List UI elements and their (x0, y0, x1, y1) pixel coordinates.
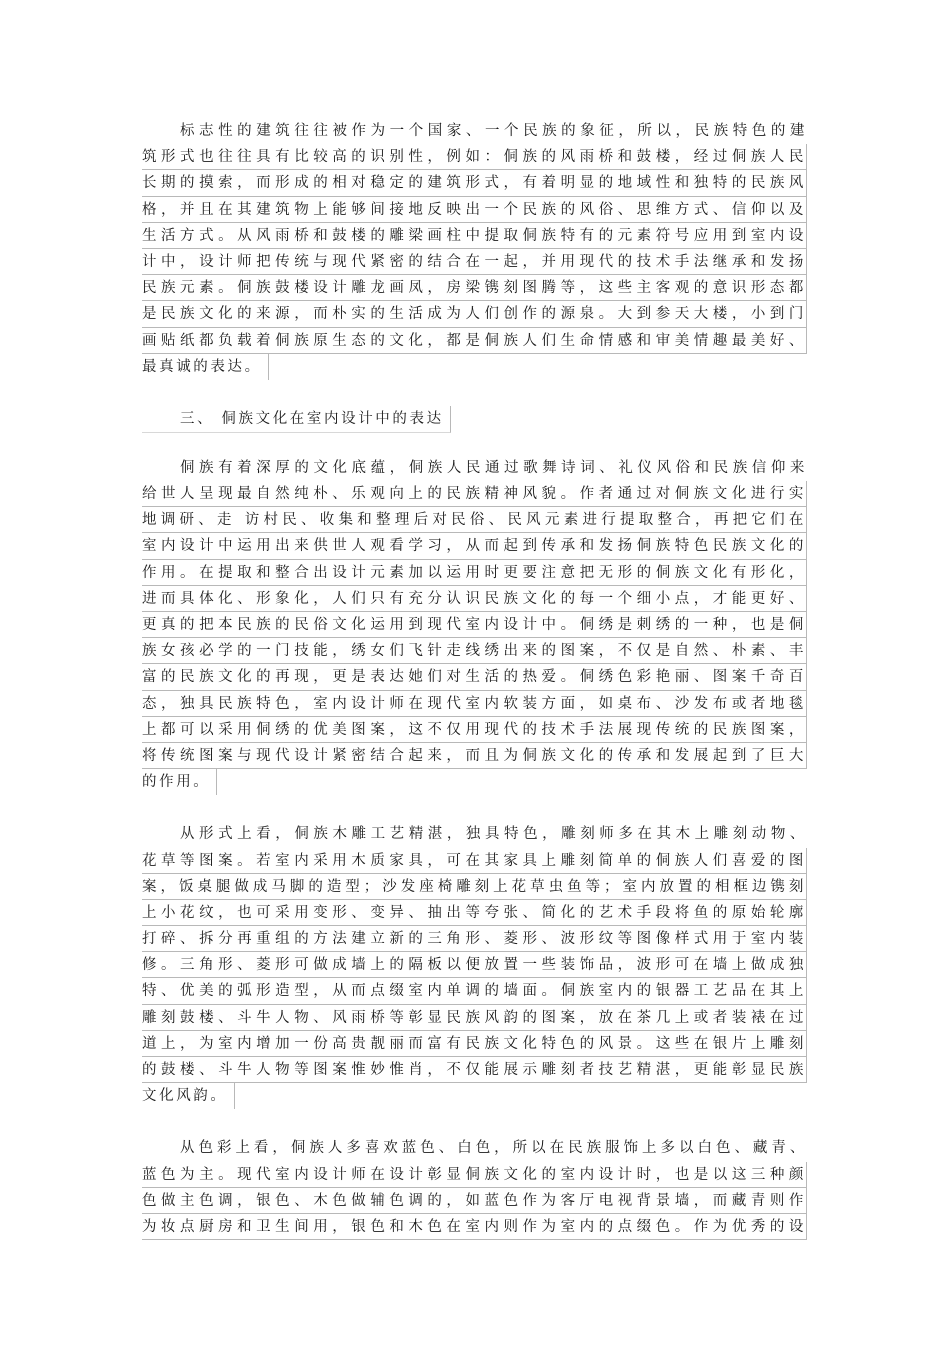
text-line: 筑形式也往往具有比较高的识别性，例如：侗族的风雨桥和鼓楼，经过侗族人民 (142, 144, 807, 170)
text-line: 从色彩上看，侗族人多喜欢蓝色、白色，所以在民族服饰上多以白色、藏青、 (180, 1140, 807, 1157)
text-line: 画贴纸都负载着侗族原生态的文化，都是侗族人们生命情感和审美情趣最美好、 (142, 328, 807, 354)
section-heading: 三、 侗族文化在室内设计中的表达 (142, 406, 451, 433)
text-line: 文化风韵。 (142, 1083, 235, 1109)
text-line: 进而具体化、形象化，人们只有充分认识民族文化的每一个细小点，才能更好、 (142, 586, 807, 612)
document-page (142, 118, 807, 1240)
text-line: 上小花纹，也可采用变形、变异、抽出等夸张、简化的艺术手段将鱼的原始轮廓 (142, 900, 807, 926)
text-line: 格，并且在其建筑物上能够间接地反映出一个民族的风俗、思维方式、信仰以及 (142, 197, 807, 223)
text-line: 雕刻鼓楼、斗牛人物、风雨桥等彰显民族风韵的图案，放在茶几上或者装裱在过 (142, 1005, 807, 1031)
text-line: 室内设计中运用出来供世人观看学习，从而起到传承和发扬侗族特色民族文化的 (142, 533, 807, 559)
text-line: 计中，设计师把传统与现代紧密的结合在一起，并用现代的技术手法继承和发扬 (142, 249, 807, 275)
text-line: 特、优美的弧形造型，从而点缀室内单调的墙面。侗族室内的银器工艺品在其上 (142, 978, 807, 1004)
text-line: 作用。在提取和整合出设计元素加以运用时更要注意把无形的侗族文化有形化， (142, 560, 807, 586)
paragraph-1 (142, 118, 807, 384)
section-heading-block (142, 406, 807, 433)
text-line: 的鼓楼、斗牛人物等图案惟妙惟肖，不仅能展示雕刻者技艺精湛，更能彰显民族 (142, 1057, 807, 1083)
text-line: 花草等图案。若室内采用木质家具，可在其家具上雕刻简单的侗族人们喜爱的图 (142, 848, 807, 874)
text-line: 蓝色为主。现代室内设计师在设计彰显侗族文化的室内设计时，也是以这三种颜 (142, 1162, 807, 1188)
text-line: 态，独具民族特色，室内设计师在现代室内软装方面，如桌布、沙发布或者地毯 (142, 691, 807, 717)
text-line: 富的民族文化的再现，更是表达她们对生活的热爱。侗绣色彩艳丽、图案千奇百 (142, 664, 807, 690)
paragraph-2 (142, 455, 807, 799)
text-line: 民族元素。侗族鼓楼设计雕龙画凤，房梁镌刻图腾等，这些主客观的意识形态都 (142, 275, 807, 301)
text-line: 色做主色调，银色、木色做辅色调的，如蓝色作为客厅电视背景墙，而藏青则作 (142, 1188, 807, 1214)
paragraph-4 (142, 1135, 807, 1240)
text-line: 侗族有着深厚的文化底蕴，侗族人民通过歌舞诗词、礼仪风俗和民族信仰来 (180, 459, 807, 476)
text-line: 是民族文化的来源，而朴实的生活成为人们创作的源泉。大到参天大楼，小到门 (142, 301, 807, 327)
text-line: 更真的把本民族的民俗文化运用到现代室内设计中。侗绣是刺绣的一种，也是侗 (142, 612, 807, 638)
text-line: 修。三角形、菱形可做成墙上的隔板以便放置一些装饰品，波形可在墙上做成独 (142, 952, 807, 978)
text-line: 打碎、拆分再重组的方法建立新的三角形、菱形、波形纹等图像样式用于室内装 (142, 926, 807, 952)
text-line: 道上，为室内增加一份高贵靓丽而富有民族文化特色的风景。这些在银片上雕刻 (142, 1031, 807, 1057)
text-line: 的作用。 (142, 769, 217, 795)
text-line: 生活方式。从风雨桥和鼓楼的雕梁画柱中提取侗族特有的元素符号应用到室内设 (142, 223, 807, 249)
text-line: 最真诚的表达。 (142, 354, 269, 380)
text-line: 长期的摸索，而形成的相对稳定的建筑形式，有着明显的地域性和独特的民族风 (142, 170, 807, 196)
text-line: 标志性的建筑往往被作为一个国家、一个民族的象征，所以，民族特色的建 (180, 123, 807, 139)
text-line: 将传统图案与现代设计紧密结合起来，而且为侗族文化的传承和发展起到了巨大 (142, 743, 807, 769)
text-line: 从形式上看，侗族木雕工艺精湛，独具特色，雕刻师多在其木上雕刻动物、 (180, 826, 807, 843)
text-line: 案，饭桌腿做成马脚的造型；沙发座椅雕刻上花草虫鱼等；室内放置的相框边镌刻 (142, 874, 807, 900)
paragraph-3 (142, 821, 807, 1113)
text-line: 族女孩必学的一门技能，绣女们飞针走线绣出来的图案，不仅是自然、朴素、丰 (142, 638, 807, 664)
text-line: 给世人呈现最自然纯朴、乐观向上的民族精神风貌。作者通过对侗族文化进行实 (142, 481, 807, 507)
text-line: 地调研、走 访村民、收集和整理后对民俗、民风元素进行提取整合，再把它们在 (142, 507, 807, 533)
text-line: 为妆点厨房和卫生间用，银色和木色在室内则作为室内的点缀色。作为优秀的设 (142, 1214, 807, 1240)
text-line: 上都可以采用侗绣的优美图案，这不仅用现代的技术手法展现传统的民族图案， (142, 717, 807, 743)
